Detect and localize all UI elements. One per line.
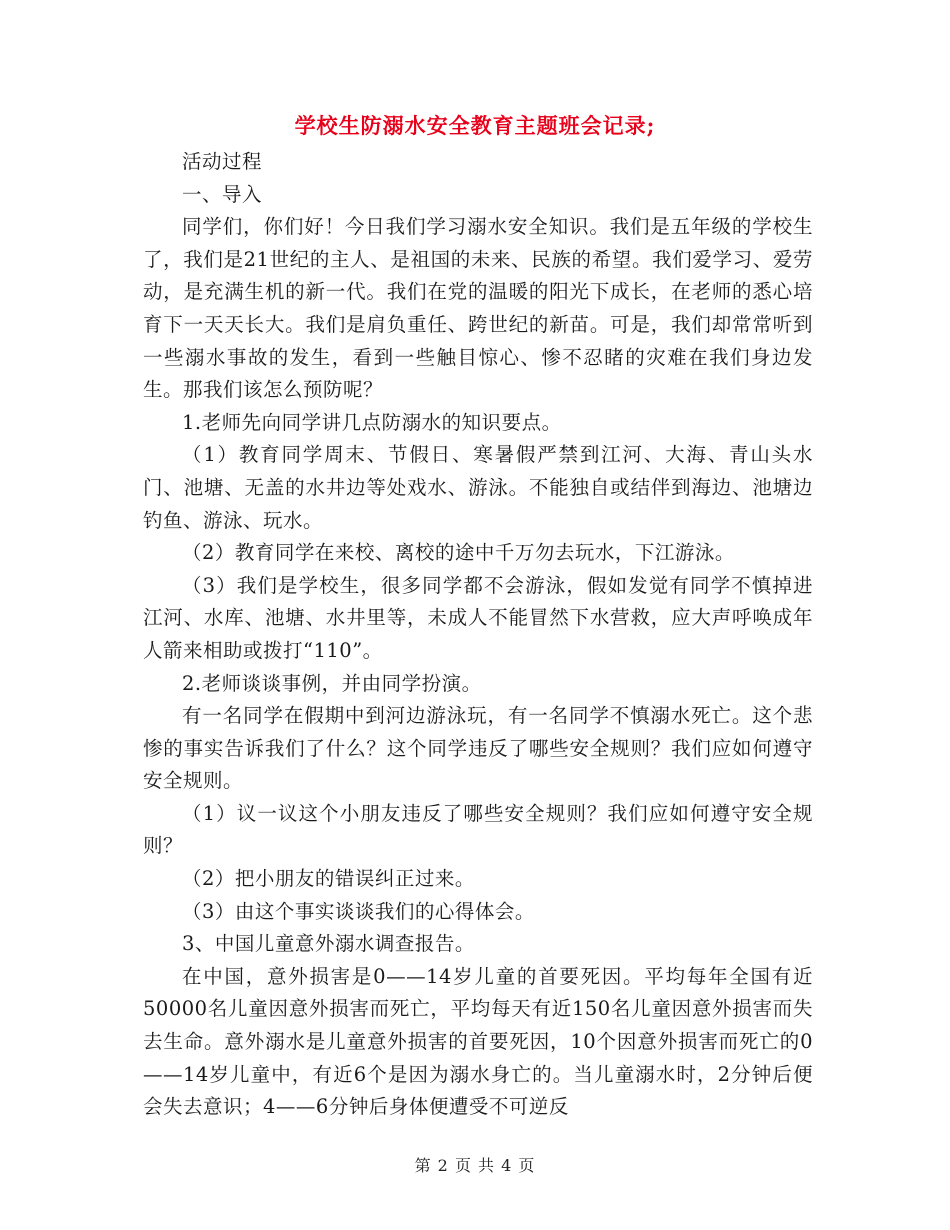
paragraph-point-1-item-2: （2）教育同学在来校、离校的途中千万勿去玩水，下江游泳。 [182,541,735,565]
paragraph-point-2-item-3: （3）由这个事实谈谈我们的心得体会。 [182,899,535,923]
paragraph-point-2-heading: 2.老师谈谈事例，并由同学扮演。 [182,671,482,695]
paragraph-point-1-heading: 1.老师先向同学讲几点防溺水的知识要点。 [182,410,562,434]
document-body [143,146,813,1124]
paragraph-point-3-heading: 3、中国儿童意外溺水调查报告。 [182,932,475,956]
paragraph-section-intro-heading: 一、导入 [182,182,263,206]
document-title: 学校生防溺水安全教育主题班会记录; [294,113,656,138]
paragraph-point-1-item-3: （3）我们是学校生，很多同学都不会游泳，假如发觉有同学不慎掉进江河、水库、池塘、水井里等，未成人不能冒然下水营救，应大声呼唤成年人箭来相助或拨打“110”。 [143,573,813,662]
page-number-footer: 第 2 页 共 4 页 [414,1156,536,1175]
paragraph-case-story: 有一名同学在假期中到河边游泳玩，有一名同学不慎溺水死亡。这个悲惨的事实告诉我们了什么？这个同学违反了哪些安全规则？我们应如何遵守安全规则。 [143,704,813,793]
paragraph-activity-process: 活动过程 [182,150,263,173]
paragraph-survey-report: 在中国，意外损害是0——14岁儿童的首要死因。平均每年全国有近50000名儿童因意外损害而死亡，平均每天有近150名儿童因意外损害而失去生命。意外溺水是儿童意外损害的首要死因，10个因意外损害而死亡的0——14岁儿童中，有近6个是因为溺水身亡的。当儿童溺水时，2分钟后便会失去意识；4——6分钟后身体便遭受不可逆反 [143,964,813,1119]
paragraph-point-1-item-1: （1）教育同学周末、节假日、寒暑假严禁到江河、大海、青山头水门、池塘、无盖的水井边等处戏水、游泳。不能独自或结伴到海边、池塘边钓鱼、游泳、玩水。 [143,443,813,532]
paragraph-point-2-item-2: （2）把小朋友的错误纠正过来。 [182,867,475,891]
paragraph-point-2-item-1: （1）议一议这个小朋友违反了哪些安全规则？我们应如何遵守安全规则？ [143,801,813,858]
paragraph-greeting: 同学们，你们好！今日我们学习溺水安全知识。我们是五年级的学校生了，我们是21世纪的主人、是祖国的未来、民族的希望。我们爱学习、爱劳动，是充满生机的新一代。我们在党的温暖的阳光下成长，在老师的悉心培育下一天天长大。我们是肩负重任、跨世纪的新苗。可是，我们却常常听到一些溺水事故的发生，看到一些触目惊心、惨不忍睹的灾难在我们身边发生。那我们该怎么预防呢？ [143,215,813,402]
